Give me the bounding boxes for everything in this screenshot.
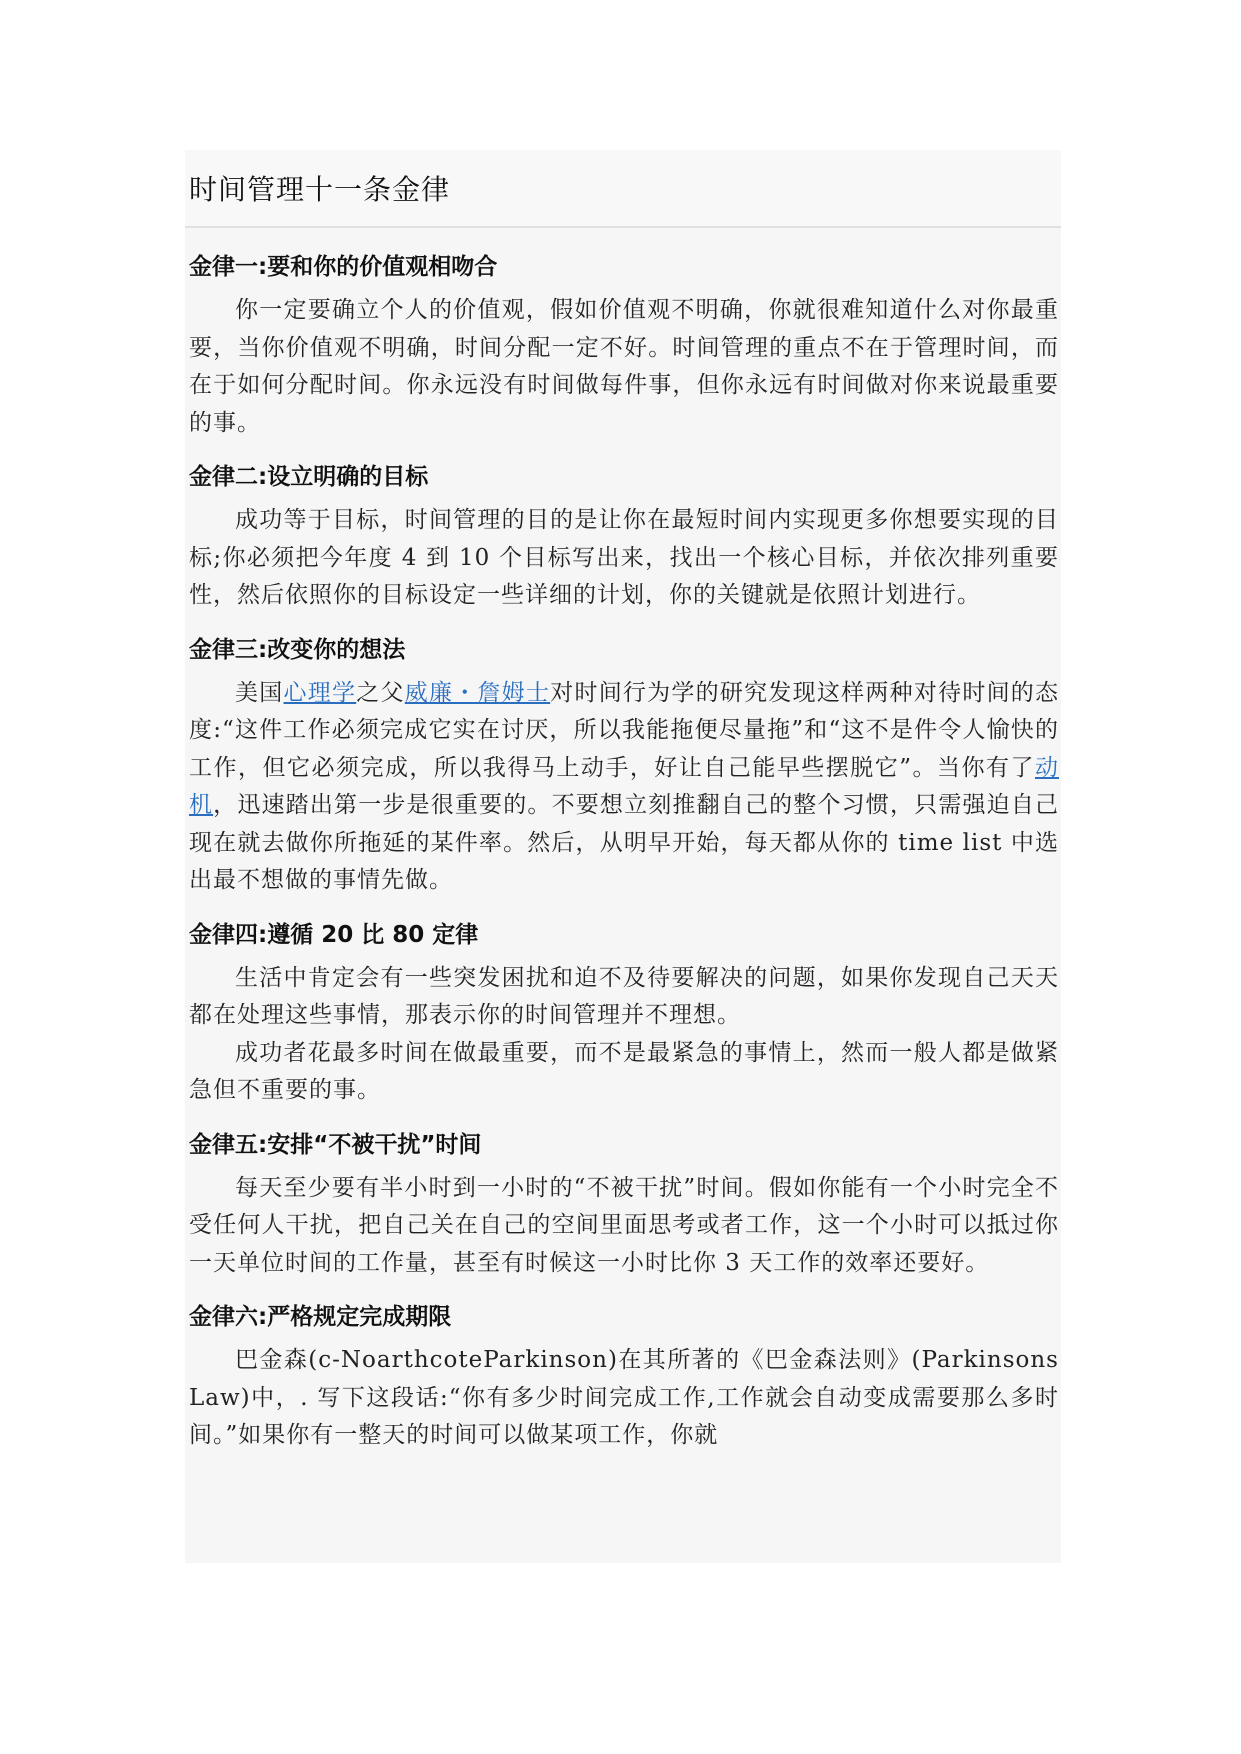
section-rule-3 bbox=[189, 635, 1059, 900]
text-run: 美国 bbox=[235, 679, 284, 706]
section-heading: 金律一:要和你的价值观相吻合 bbox=[189, 254, 498, 280]
section-heading: 金律二:设立明确的目标 bbox=[189, 464, 429, 490]
paragraph-with-links bbox=[189, 675, 1059, 900]
title-bar bbox=[185, 150, 1061, 228]
text-run: 之父 bbox=[356, 679, 405, 706]
paragraph: 成功等于目标，时间管理的目的是让你在最短时间内实现更多你想要实现的目标;你必须把今年度 4 到 10 个目标写出来，找出一个核心目标，并依次排列重要性，然后依照你的目标设定一些详细的计划，你的关键就是依照计划进行。 bbox=[189, 507, 1059, 608]
paragraph: 生活中肯定会有一些突发困扰和迫不及待要解决的问题，如果你发现自己天天都在处理这些事情，那表示你的时间管理并不理想。 bbox=[189, 964, 1059, 1028]
paragraph: 巴金森(c-NoarthcoteParkinson)在其所著的《巴金森法则》(Parkinsons Law)中，. 写下这段话:“你有多少时间完成工作,工作就会自动变成需要那么多时间。”如果你有一整天的时间可以做某项工作，你就 bbox=[189, 1347, 1059, 1448]
section-heading: 金律六:严格规定完成期限 bbox=[189, 1304, 452, 1330]
text-run: ，迅速踏出第一步是很重要的。不要想立刻推翻自己的整个习惯，只需强迫自己现在就去做你所拖延的某件率。然后，从明早开始，每天都从你的 time list 中选出最不想做的事情先做。 bbox=[189, 792, 1060, 893]
paragraph: 你一定要确立个人的价值观，假如价值观不明确，你就很难知道什么对你最重要，当你价值观不明确，时间分配一定不好。时间管理的重点不在于管理时间，而在于如何分配时间。你永远没有时间做每件事，但你永远有时间做对你来说最重要的事。 bbox=[189, 297, 1059, 436]
section-rule-4 bbox=[189, 920, 1059, 1110]
document-page bbox=[185, 150, 1061, 1563]
link-motivation[interactable]: 动机 bbox=[189, 754, 1059, 818]
section-rule-5 bbox=[189, 1130, 1059, 1283]
text-run: 对时间行为学的研究发现这样两种对待时间的态度:“这件工作必须完成它实在讨厌，所以我能拖便尽量拖”和“这不是件令人愉快的工作，但它必须完成，所以我得马上动手，好让自己能早些摆脱它”。当你有了 bbox=[189, 679, 1060, 781]
link-psychology[interactable]: 心理学 bbox=[283, 679, 357, 706]
section-heading: 金律五:安排“不被干扰”时间 bbox=[189, 1131, 482, 1158]
document-content bbox=[185, 228, 1061, 1455]
section-rule-1 bbox=[189, 252, 1059, 442]
section-rule-2 bbox=[189, 462, 1059, 615]
paragraph: 每天至少要有半小时到一小时的“不被干扰”时间。假如你能有一个小时完全不受任何人干扰，把自己关在自己的空间里面思考或者工作，这一个小时可以抵过你一天单位时间的工作量，甚至有时候这一小时比你 3 天工作的效率还要好。 bbox=[189, 1174, 1059, 1276]
section-rule-6 bbox=[189, 1302, 1059, 1455]
link-william-james[interactable]: 威廉・詹姆士 bbox=[404, 679, 551, 706]
section-heading: 金律三:改变你的想法 bbox=[189, 636, 406, 663]
section-heading: 金律四:遵循 20 比 80 定律 bbox=[189, 921, 479, 948]
paragraph: 成功者花最多时间在做最重要，而不是最紧急的事情上，然而一般人都是做紧急但不重要的事。 bbox=[189, 1039, 1059, 1103]
page-title: 时间管理十一条金律 bbox=[189, 173, 451, 206]
